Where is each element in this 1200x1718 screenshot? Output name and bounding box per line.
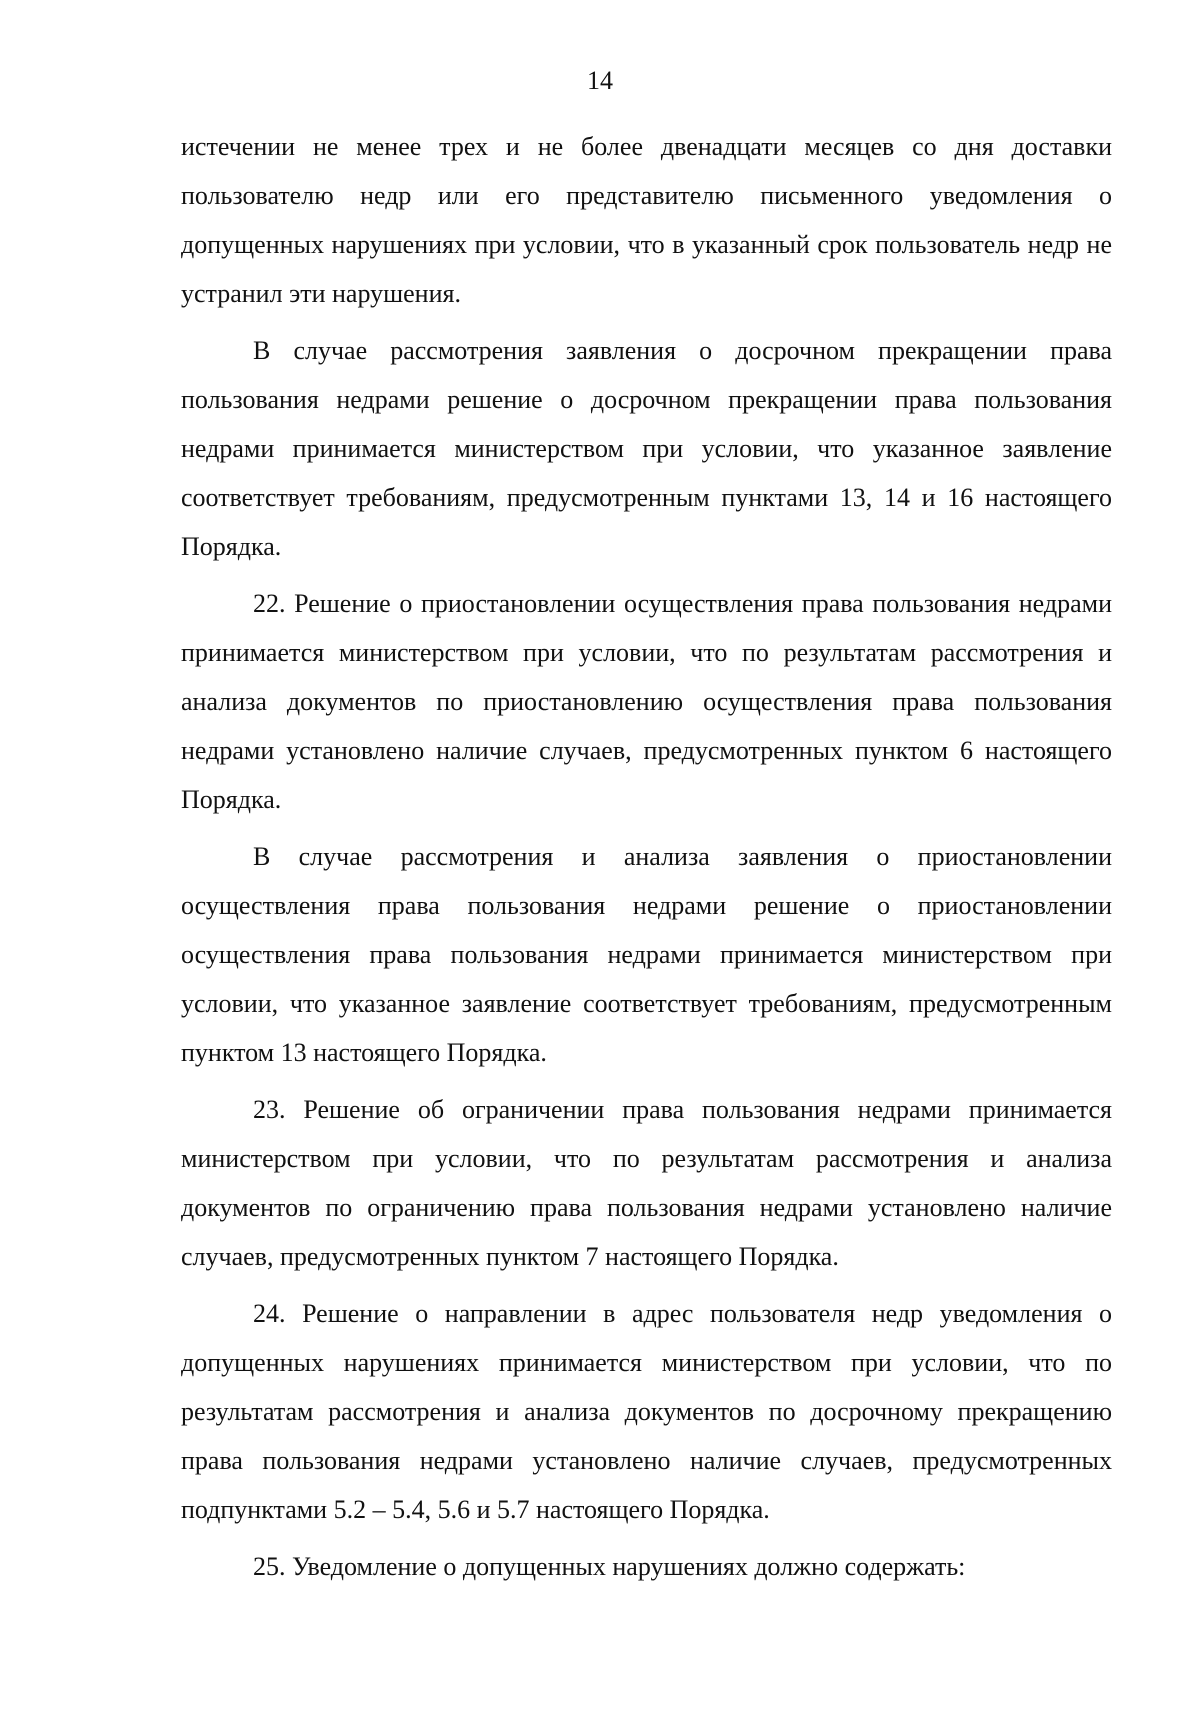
paragraph-item-22: 22. Решение о приостановлении осуществления права пользования недрами принимается министерством при условии, что по результатам рассмотрения и анализа документов по приостановлению осуществления права пользования недрами установлено наличие случаев, предусмотренных пунктом 6 настоящего Порядка. xyxy=(181,589,1112,814)
paragraph-item-23: 23. Решение об ограничении права пользования недрами принимается министерством при условии, что по результатам рассмотрения и анализа документов по ограничению права пользования недрами установлено наличие случаев, предусмотренных пунктом 7 настоящего Порядка. xyxy=(181,1095,1112,1271)
paragraph-item-24: 24. Решение о направлении в адрес пользователя недр уведомления о допущенных нарушениях принимается министерством при условии, что по результатам рассмотрения и анализа документов по досрочному прекращению права пользования недрами установлено наличие случаев, предусмотренных подпунктами 5.2 – 5.4, 5.6 и 5.7 настоящего Порядка. xyxy=(181,1299,1112,1524)
paragraph-suspension-application: В случае рассмотрения и анализа заявления о приостановлении осуществления права пользования недрами решение о приостановлении осуществления права пользования недрами принимается министерством при условии, что указанное заявление соответствует требованиям, предусмотренным пунктом 13 настоящего Порядка. xyxy=(181,842,1112,1067)
paragraph-continuation: истечении не менее трех и не более двенадцати месяцев со дня доставки пользователю недр или его представителю письменного уведомления о допущенных нарушениях при условии, что в указанный срок пользователь недр не устранил эти нарушения. xyxy=(181,132,1112,308)
document-body xyxy=(181,122,1112,1599)
paragraph-early-termination-application: В случае рассмотрения заявления о досрочном прекращении права пользования недрами решение о досрочном прекращении права пользования недрами принимается министерством при условии, что указанное заявление соответствует требованиям, предусмотренным пунктами 13, 14 и 16 настоящего Порядка. xyxy=(181,336,1112,561)
page-number: 14 xyxy=(587,66,613,95)
paragraph-item-25: 25. Уведомление о допущенных нарушениях должно содержать: xyxy=(253,1552,966,1581)
